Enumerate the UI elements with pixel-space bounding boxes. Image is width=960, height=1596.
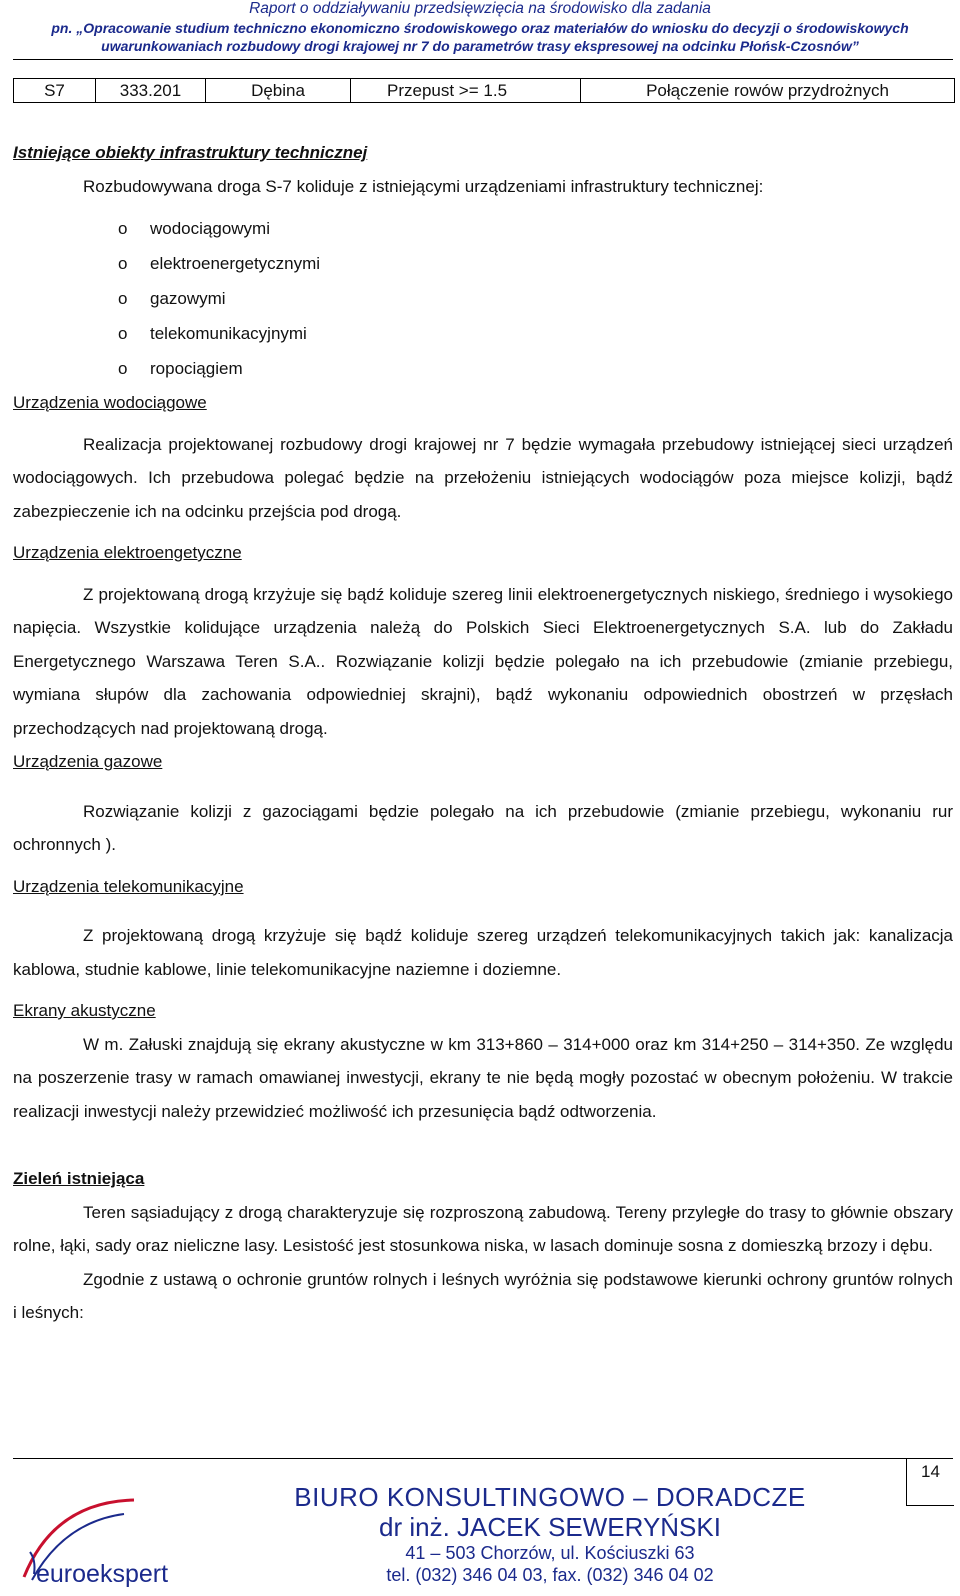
header-line-2: pn. „Opracowanie studium techniczno ekonomiczno środowiskowego oraz materiałów do wniosku do decyzji o środowiskowych <box>51 19 909 36</box>
document-body <box>13 136 953 1330</box>
noise-barriers-text: W m. Załuski znajdują się ekrany akustyczne w km 313+860 – 314+000 oraz km 314+250 – 314+350. Ze względu na poszerzenie trasy w ramach omawianej inwestycji, ekrany te nie będą mogły pozostać w obecnym położeniu. W trakcie realizacji inwestycji należy przewidzieć możliwość ich przesunięcia bądź odtworzenia. <box>13 1034 953 1121</box>
footer-phone: tel. (032) 346 04 03, fax. (032) 346 04 02 <box>386 1565 714 1585</box>
table-cell-description: Połączenie rowów przydrożnych <box>646 80 889 100</box>
header-rule <box>13 59 953 60</box>
list-item: o wodociągowymi <box>13 211 953 246</box>
page-number: 14 <box>906 1458 954 1506</box>
footer-contact <box>230 1482 870 1586</box>
section-title-noise-barriers: Ekrany akustyczne <box>13 1001 156 1020</box>
footer-person: dr inż. JACEK SEWERYŃSKI <box>379 1512 721 1542</box>
table-cell-type: Przepust >= 1.5 <box>351 79 581 102</box>
footer-company: BIURO KONSULTINGOWO – DORADCZE <box>294 1482 806 1512</box>
section-title-gas: Urządzenia gazowe <box>13 752 163 771</box>
section-title-water: Urządzenia wodociągowe <box>13 393 207 412</box>
table-cell-location: Dębina <box>206 79 351 102</box>
circle-bullet-icon: o <box>118 254 128 273</box>
document-header <box>0 0 960 56</box>
list-item: o ropociągiem <box>13 351 953 386</box>
section-title-telecom: Urządzenia telekomunikacyjne <box>13 876 244 896</box>
header-line-1: Raport o oddziaływaniu przedsięwzięcia na środowisko dla zadania <box>249 0 711 17</box>
infrastructure-intro: Rozbudowywana droga S-7 koliduje z istniejącymi urządzeniami infrastruktury technicznej: <box>83 176 764 196</box>
telecom-text: Z projektowaną drogą krzyżuje się bądź koliduje szereg urządzeń telekomunikacyjnych takich jak: kanalizacja kablowa, studnie kablowe, linie telekomunikacyjne naziemne i doziemne. <box>13 926 953 979</box>
water-text: Realizacja projektowanej rozbudowy drogi krajowej nr 7 będzie wymagała przebudowy istniejącej sieci urządzeń wodociągowych. Ich przebudowa polegać będzie na przełożeniu istniejących wodociągów poza miejsce kolizji, bądź zabezpieczenie ich na odcinku przejścia pod drogą. <box>13 434 953 521</box>
table-cell-km: 333.201 <box>96 79 206 102</box>
circle-bullet-icon: o <box>118 359 128 378</box>
section-title-greenery: Zieleń istniejąca <box>13 1169 145 1188</box>
table-row <box>13 78 955 103</box>
section-title-infrastructure: Istniejące obiekty infrastruktury technicznej <box>13 143 368 162</box>
infrastructure-list <box>13 211 953 386</box>
list-item: o gazowymi <box>13 281 953 316</box>
list-item: o telekomunikacyjnymi <box>13 316 953 351</box>
circle-bullet-icon: o <box>118 289 128 308</box>
circle-bullet-icon: o <box>118 219 128 238</box>
greenery-text-1: Teren sąsiadujący z drogą charakteryzuje się rozproszoną zabudową. Tereny przyległe do trasy to głównie obszary rolne, łąki, sady oraz nieliczne lasy. Lesistość jest stosunkowa niska, w lasach dominuje sosna z domieszką brzozy i dębu. <box>13 1202 953 1255</box>
circle-bullet-icon: o <box>118 324 128 343</box>
footer-address: 41 – 503 Chorzów, ul. Kościuszki 63 <box>405 1543 695 1563</box>
gas-text: Rozwiązanie kolizji z gazociągami będzie polegało na ich przebudowie (zmianie przebiegu, wykonaniu rur ochronnych ). <box>13 801 953 854</box>
electric-text: Z projektowaną drogą krzyżuje się bądź koliduje szereg linii elektroenergetycznych niskiego, średniego i wysokiego napięcia. Wszystkie kolidujące urządzenia należą do Polskich Sieci Elektroenergetycznych S.A. lub do Zakładu Energetycznego Warszawa Teren S.A.. Rozwiązanie kolizji będzie polegało na ich przebudowie (zmianie przebiegu, wymiana słupów dla zachowania odpowiedniej skrajni), bądź wykonaniu odpowiednich obostrzeń w przęsłach przechodzących nad projektowaną drogą. <box>13 584 953 738</box>
list-item: o elektroenergetycznymi <box>13 246 953 281</box>
section-title-electric: Urządzenia elektroengetyczne <box>13 543 242 562</box>
header-line-3: uwarunkowaniach rozbudowy drogi krajowej nr 7 do parametrów trasy ekspresowej na odcinku Płońsk-Czosnów” <box>101 38 859 54</box>
greenery-text-2: Zgodnie z ustawą o ochronie gruntów rolnych i leśnych wyróżnia się podstawowe kierunki ochrony gruntów rolnych i leśnych: <box>13 1269 953 1322</box>
footer-rule <box>13 1458 953 1459</box>
table-cell-road: S7 <box>14 79 96 102</box>
logo-text: euroekspert <box>36 1560 169 1588</box>
